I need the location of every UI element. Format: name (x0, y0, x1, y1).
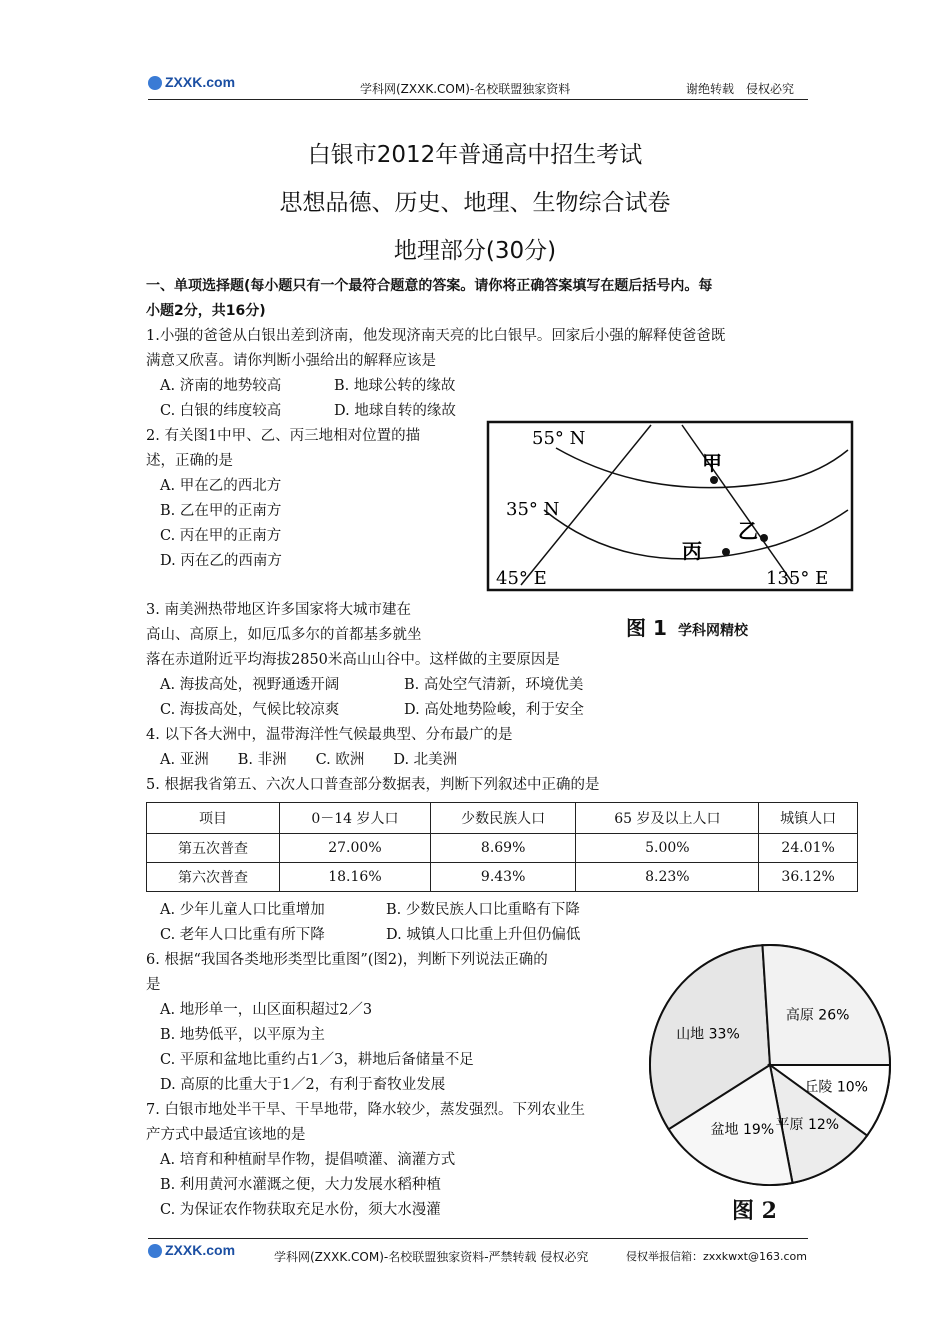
paper-title: 思想品德、历史、地理、生物综合试卷 (279, 190, 671, 216)
pie-slice-高原 (762, 945, 890, 1065)
q2-option-a: A. 甲在乙的西北方 (160, 478, 282, 494)
table-row (147, 863, 858, 892)
table-cell: 8.23% (576, 863, 759, 892)
table-header-row (147, 803, 858, 834)
q2-option-c: C. 丙在甲的正南方 (160, 528, 282, 544)
q6-option-d: D. 高原的比重大于1／2，有利于畜牧业发展 (160, 1077, 446, 1093)
q5-option-d: D. 城镇人口比重上升但仍偏低 (386, 927, 581, 943)
logo-icon (148, 1244, 162, 1258)
table-cell: 24.01% (759, 834, 858, 863)
q3-option-a: A. 海拔高处，视野通透开阔 (160, 677, 340, 693)
footer-center: 学科网(ZXXK.COM)-名校联盟独家资料-严禁转载 侵权必究 (274, 1250, 589, 1264)
q3-stem-1: 3. 南美洲热带地区许多国家将大城市建在 (146, 602, 411, 618)
exam-title: 白银市2012年普通高中招生考试 (307, 142, 643, 168)
table-cell: 36.12% (759, 863, 858, 892)
table-cell: 5.00% (576, 834, 759, 863)
figure-1-caption (626, 612, 748, 641)
table-header-cell: 城镇人口 (759, 803, 858, 834)
q2-option-b: B. 乙在甲的正南方 (160, 503, 282, 519)
footer-logo: ZXXK.com (148, 1242, 235, 1258)
q5-option-b: B. 少数民族人口比重略有下降 (386, 902, 580, 918)
table-cell: 9.43% (430, 863, 576, 892)
table-cell: 27.00% (280, 834, 431, 863)
point-jia (710, 476, 718, 484)
label-yi: 乙 (738, 519, 758, 543)
pie-label: 山地 33% (676, 1026, 740, 1043)
q2-stem-1: 2. 有关图1中甲、乙、丙三地相对位置的描 (146, 428, 421, 444)
label-45e: 45° E (496, 568, 547, 589)
q1-option-c: C. 白银的纬度较高 (160, 403, 282, 419)
header-logo: ZXXK.com (148, 74, 235, 90)
figure-1-number: 图 1 (626, 616, 667, 640)
table-header-cell: 0－14 岁人口 (280, 803, 431, 834)
q6-option-a: A. 地形单一，山区面积超过2／3 (160, 1002, 373, 1018)
census-table (146, 802, 858, 892)
q7-option-b: B. 利用黄河水灌溉之便，大力发展水稻种植 (160, 1177, 441, 1193)
q3-option-b: B. 高处空气清新，环境优美 (404, 677, 584, 693)
table-cell: 8.69% (430, 834, 576, 863)
label-bing: 丙 (682, 539, 702, 563)
section-instruction-2: 小题2分，共16分) (146, 303, 266, 319)
q7-stem-2: 产方式中最适宜该地的是 (146, 1127, 306, 1143)
table-header-cell: 65 岁及以上人口 (576, 803, 759, 834)
pie-label: 高原 26% (785, 1007, 850, 1024)
label-35n: 35° N (506, 499, 560, 520)
point-bing (722, 548, 730, 556)
figure-1-map (486, 420, 856, 600)
figure-2-caption: 图 2 (732, 1198, 777, 1224)
q2-option-d: D. 丙在乙的西南方 (160, 553, 282, 569)
figure-1-source: 学科网精校 (677, 623, 748, 639)
q1-option-a: A. 济南的地势较高 (160, 378, 282, 394)
q6-stem-2: 是 (146, 977, 161, 993)
q1-option-b: B. 地球公转的缘故 (334, 378, 456, 394)
label-jia: 甲 (702, 451, 722, 475)
q5-option-c: C. 老年人口比重有所下降 (160, 927, 325, 943)
table-cell: 第五次普查 (147, 834, 280, 863)
point-yi (760, 534, 768, 542)
footer-rule (148, 1238, 808, 1239)
q3-stem-2: 高山、高原上，如厄瓜多尔的首都基多就坐 (146, 627, 422, 643)
pie-label: 平原 12% (775, 1116, 840, 1133)
q3-option-c: C. 海拔高处，气候比较凉爽 (160, 702, 340, 718)
table-header-cell: 少数民族人口 (430, 803, 576, 834)
header-rule (148, 99, 808, 100)
q1-stem-2: 满意又欣喜。请你判断小强给出的解释应该是 (146, 353, 436, 369)
q1-option-d: D. 地球自转的缘故 (334, 403, 456, 419)
pie-label: 盆地 19% (710, 1121, 775, 1138)
q1-stem-1: 1.小强的爸爸从白银出差到济南，他发现济南天亮的比白银早。回家后小强的解释使爸爸既 (146, 328, 726, 344)
table-header-cell: 项目 (147, 803, 280, 834)
q4-stem: 4. 以下各大洲中，温带海洋性气候最典型、分布最广的是 (146, 727, 513, 743)
q7-option-a: A. 培育和种植耐旱作物，提倡喷灌、滴灌方式 (160, 1152, 456, 1168)
q5-option-a: A. 少年儿童人口比重增加 (160, 902, 325, 918)
footer-right: 侵权举报信箱：zxxkwxt@163.com (626, 1250, 807, 1263)
q7-option-c: C. 为保证农作物获取充足水份，须大水漫灌 (160, 1202, 441, 1218)
section-instruction-1: 一、单项选择题(每小题只有一个最符合题意的答案。请你将正确答案填写在题后括号内。每 (146, 278, 713, 294)
q6-stem-1: 6. 根据“我国各类地形类型比重图”(图2)，判断下列说法正确的 (146, 952, 548, 968)
header-right: 谢绝转载 侵权必究 (686, 82, 795, 96)
label-55n: 55° N (532, 428, 586, 449)
q3-stem-3: 落在赤道附近平均海拔2850米高山山谷中。这样做的主要原因是 (146, 652, 560, 668)
q6-option-c: C. 平原和盆地比重约占1／3，耕地后备储量不足 (160, 1052, 474, 1068)
table-cell: 第六次普查 (147, 863, 280, 892)
header-center: 学科网(ZXXK.COM)-名校联盟独家资料 (360, 82, 571, 96)
section-title: 地理部分(30分) (393, 238, 557, 264)
label-135e: 135° E (766, 568, 829, 589)
table-cell: 18.16% (280, 863, 431, 892)
q6-option-b: B. 地势低平，以平原为主 (160, 1027, 325, 1043)
q7-stem-1: 7. 白银市地处半干旱、干旱地带，降水较少，蒸发强烈。下列农业生 (146, 1102, 585, 1118)
q3-option-d: D. 高处地势险峻，利于安全 (404, 702, 584, 718)
pie-label: 丘陵 10% (804, 1079, 868, 1096)
q5-stem: 5. 根据我省第五、六次人口普查部分数据表，判断下列叙述中正确的是 (146, 777, 600, 793)
table-row (147, 834, 858, 863)
figure-2-pie (645, 940, 895, 1190)
logo-icon (148, 76, 162, 90)
q2-stem-2: 述，正确的是 (146, 453, 233, 469)
q4-options: A. 亚洲 B. 非洲 C. 欧洲 D. 北美洲 (160, 752, 458, 768)
